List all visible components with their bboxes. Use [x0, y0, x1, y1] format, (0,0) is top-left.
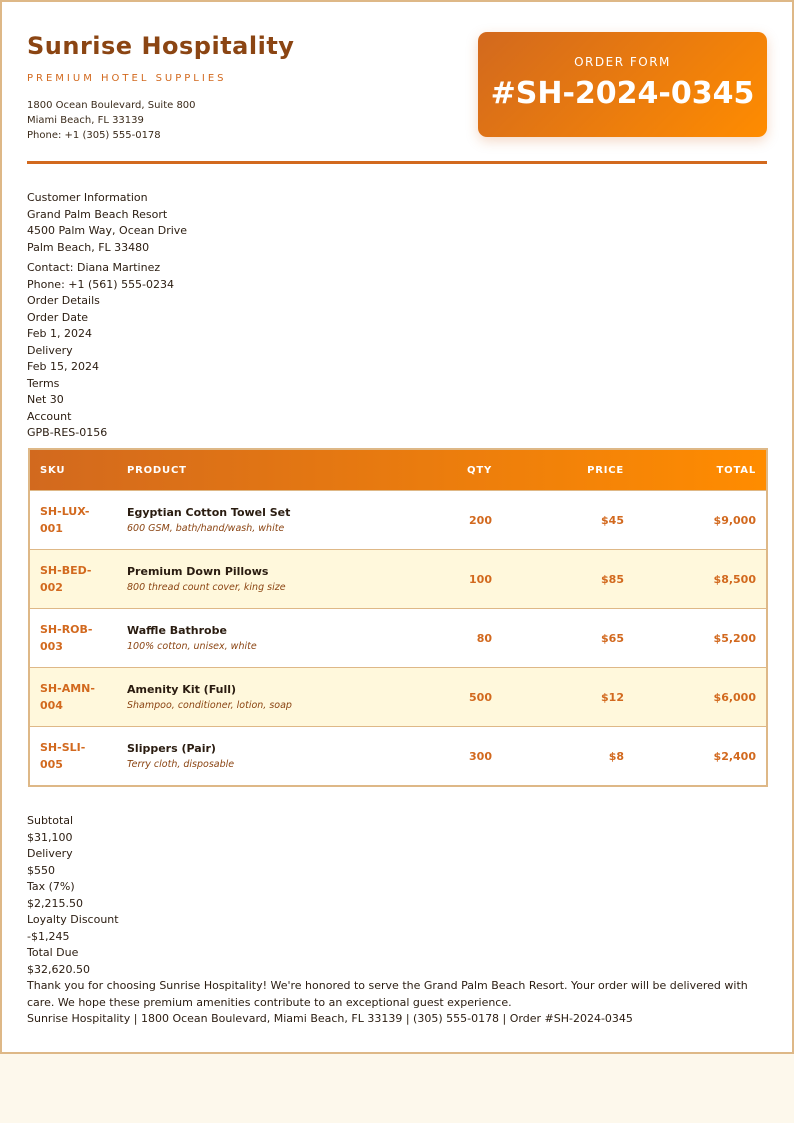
product-name: Egyptian Cotton Towel Set	[127, 506, 291, 519]
qty-cell: 300	[412, 727, 502, 787]
price-cell: $12	[502, 668, 634, 727]
terms-value: Net 30	[27, 393, 64, 406]
product-cell	[117, 609, 412, 668]
company-address-line2: Miami Beach, FL 33139	[27, 115, 144, 126]
company-phone: Phone: +1 (305) 555-0178	[27, 130, 161, 141]
price-cell: $85	[502, 550, 634, 609]
customer-name: Grand Palm Beach Resort	[27, 207, 168, 221]
total-due-value: $32,620.50	[27, 962, 90, 976]
order-details-heading: Order Details	[27, 294, 100, 307]
delivery-fee-label: Delivery	[27, 847, 73, 860]
header-divider	[27, 161, 767, 164]
customer-address-line1: 4500 Palm Way, Ocean Drive	[27, 224, 188, 237]
sku-cell: SH-SLI-005	[29, 727, 117, 787]
order-form-label: ORDER FORM	[574, 55, 671, 69]
sku-cell: SH-LUX- 001	[29, 491, 117, 550]
product-description: 600 GSM, bath/hand/wash, white	[127, 523, 285, 534]
sku-cell: SH-AMN- 004	[29, 668, 117, 727]
product-cell	[117, 727, 412, 787]
price-cell: $65	[502, 609, 634, 668]
product-name: Amenity Kit (Full)	[127, 683, 237, 696]
product-description: 100% cotton, unisex, white	[127, 641, 257, 652]
discount-value: -$1,245	[27, 929, 70, 943]
total-cell: $5,200	[634, 609, 767, 668]
footer	[27, 978, 772, 1028]
product-cell	[117, 491, 412, 550]
company-name: Sunrise Hospitality	[27, 32, 295, 60]
table-row	[29, 550, 767, 609]
totals-summary	[27, 813, 119, 978]
price-cell: $45	[502, 491, 634, 550]
col-header-product: PRODUCT	[127, 464, 187, 476]
qty-cell: 80	[412, 609, 502, 668]
sku-cell: SH-ROB- 003	[29, 609, 117, 668]
company-address	[27, 98, 196, 143]
total-cell: $9,000	[634, 491, 767, 550]
product-cell	[117, 668, 412, 727]
table-row	[29, 491, 767, 550]
line-items-table	[28, 448, 768, 787]
product-name: Premium Down Pillows	[127, 565, 269, 578]
customer-and-order-info	[27, 190, 187, 442]
account-value: GPB-RES-0156	[27, 426, 108, 439]
qty-cell: 200	[412, 491, 502, 550]
terms-label: Terms	[27, 376, 60, 390]
col-header-price: PRICE	[587, 464, 624, 476]
tax-value: $2,215.50	[27, 896, 83, 910]
order-date-label: Order Date	[27, 310, 89, 324]
product-description: Terry cloth, disposable	[127, 759, 235, 770]
subtotal-label: Subtotal	[27, 814, 74, 827]
total-cell: $2,400	[634, 727, 767, 787]
col-header-sku: SKU	[40, 464, 66, 476]
order-number-badge	[478, 32, 767, 137]
customer-phone: Phone: +1 (561) 555-0234	[27, 277, 175, 291]
price-cell: $8	[502, 727, 634, 787]
delivery-date-value: Feb 15, 2024	[27, 360, 99, 373]
customer-address-line2: Palm Beach, FL 33480	[27, 240, 150, 254]
table-row	[29, 668, 767, 727]
total-cell: $6,000	[634, 668, 767, 727]
product-description: 800 thread count cover, king size	[127, 582, 286, 593]
company-tagline: PREMIUM HOTEL SUPPLIES	[27, 73, 227, 84]
table-row	[29, 609, 767, 668]
col-header-qty: QTY	[467, 464, 492, 476]
product-name: Waffle Bathrobe	[127, 624, 227, 637]
customer-contact: Contact: Diana Martinez	[27, 261, 161, 274]
discount-label: Loyalty Discount	[27, 913, 119, 926]
product-name: Slippers (Pair)	[127, 742, 216, 755]
product-description: Shampoo, conditioner, lotion, soap	[127, 700, 292, 711]
order-date-value: Feb 1, 2024	[27, 327, 92, 340]
col-header-total: TOTAL	[716, 464, 756, 476]
total-cell: $8,500	[634, 550, 767, 609]
order-number: #SH-2024-0345	[490, 76, 755, 111]
footer-contact-line: Sunrise Hospitality | 1800 Ocean Boulevard, Miami Beach, FL 33139 | (305) 555-0178 | Order #SH-2024-0345	[27, 1012, 633, 1025]
table-row	[29, 727, 767, 787]
qty-cell: 100	[412, 550, 502, 609]
delivery-fee-value: $550	[27, 863, 55, 877]
tax-label: Tax (7%)	[27, 880, 75, 893]
product-cell	[117, 550, 412, 609]
sku-cell: SH-BED- 002	[29, 550, 117, 609]
subtotal-value: $31,100	[27, 830, 73, 844]
table-header-row	[29, 449, 767, 491]
account-label: Account	[27, 409, 72, 423]
delivery-date-label: Delivery	[27, 343, 73, 357]
customer-info-heading: Customer Information	[27, 191, 148, 204]
qty-cell: 500	[412, 668, 502, 727]
thank-you-message: Thank you for choosing Sunrise Hospitality! We're honored to serve the Grand Palm Beach Resort. Your order will be delivered with care. We hope these premium amenities contribute to an exceptional guest experience.	[27, 979, 748, 1009]
total-due-label: Total Due	[27, 946, 79, 959]
company-address-line1: 1800 Ocean Boulevard, Suite 800	[27, 100, 196, 111]
